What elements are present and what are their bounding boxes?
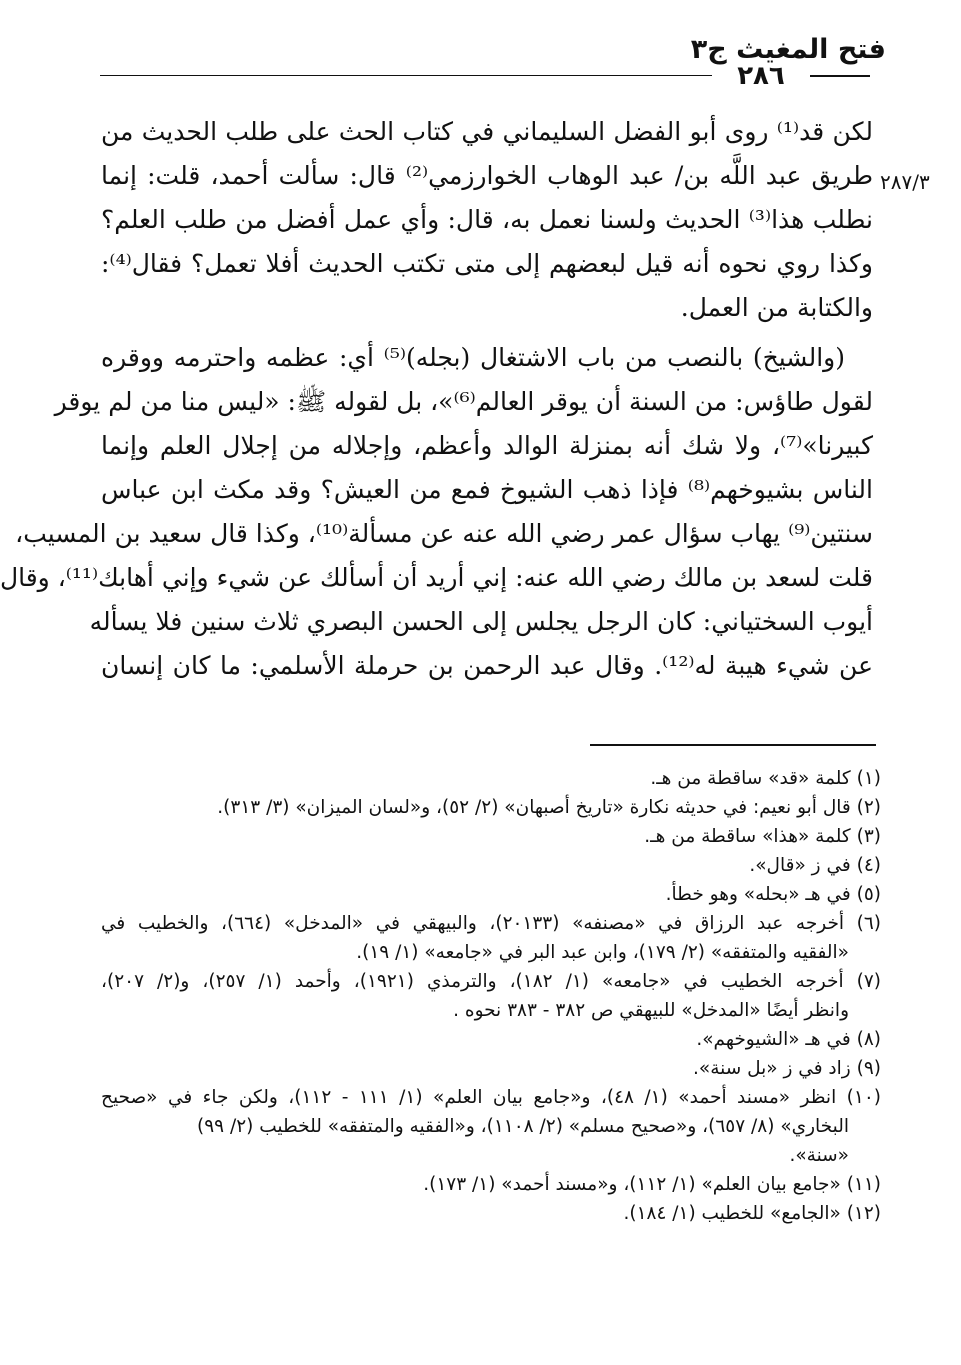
text-line: طريق عبد اللَّه بن/ عبد الوهاب الخوارزمي⁽²⁾ قال: سألت أحمد، قلت: إنما — [101, 161, 874, 190]
footnote-line: (١١) «جامع بيان العلم» (١/ ١١٢)، و«مسند أحمد» (١/ ١٧٣). — [423, 1174, 881, 1195]
footnote-line: (٢) قال أبو نعيم: في حديثه نكارة «تاريخ أصبهان» (٢/ ٥٢)، و«لسان الميزان» (٣/ ٣١٣). — [217, 797, 881, 818]
text-line: سنتين⁽⁹⁾ يهاب سؤال عمر رضي الله عنه عن مسألة⁽¹⁰⁾، وكذا قال سعيد بن المسيب، — [15, 519, 873, 548]
footnote-line: (٧) أخرجه الخطيب في «جامعه» (١/ ١٨٢)، والترمذي (١٩٢١)، وأحمد (١/ ٢٥٧)، و(٢/ ٢٠٧)، — [101, 971, 881, 992]
footnote-line: «الفقيه والمتفقه» (٢/ ١٧٩)، وابن عبد البر في «جامعه» (١/ ١٩). — [356, 942, 849, 963]
text-line: نطلب هذا⁽³⁾ الحديث ولسنا نعمل به، قال: وأي عمل أفضل من طلب العلم؟ — [101, 205, 873, 234]
text-line: (والشيخ) بالنصب من باب الاشتغال (بجله)⁽⁵⁾ أي: عظمه واحترمه ووقره — [101, 343, 845, 372]
running-title: فتح المغيث ج٣ — [690, 34, 886, 65]
footnote-line: (١٠) انظر «مسند أحمد» (١/ ٤٨)، و«جامع بيان العلم» (١/ ١١١ - ١١٢)، ولكن جاء في «صحيح — [101, 1087, 881, 1108]
footnote-line: (٨) في هـ «الشيوخهم». — [696, 1029, 881, 1050]
text-line: قلت لسعد بن مالك رضي الله عنه: إني أريد أن أسألك عن شيء وإني أهابك⁽¹¹⁾، وقال — [0, 563, 873, 592]
footnote-line: (٤) في ز «قال». — [749, 855, 881, 876]
page-number: ٢٨٦ — [737, 61, 785, 91]
footnote-line: (٣) كلمة «هذا» ساقطة من هـ. — [644, 826, 881, 847]
margin-reference: ٢٨٧/٣ — [880, 170, 930, 194]
text-line: عن شيء هيبة له⁽¹²⁾. وقال عبد الرحمن بن حرملة الأسلمي: ما كان إنسان — [101, 651, 873, 680]
footnote-line: (٦) أخرجه عبد الرزاق في «مصنفه» (٢٠١٣٣)، والبيهقي في «المدخل» (٦٦٤)، والخطيب في — [101, 913, 882, 934]
main-text — [0, 110, 874, 688]
text-line: كبيرنا»⁽⁷⁾، ولا شك أنه بمنزلة الوالد وأعظم، وإجلاله من إجلال العلم وإنما — [101, 431, 873, 460]
footnote-separator — [590, 744, 876, 746]
header-rule-long — [100, 75, 712, 76]
text-line: لقول طاؤس: من السنة أن يوقر العالم⁽⁶⁾»، بل لقوله ﷺ: «ليس منا من لم يوقر — [54, 387, 873, 416]
text-line: أيوب السختياني: كان الرجل يجلس إلى الحسن البصري ثلاث سنين فلا يسأله — [89, 607, 873, 636]
footnote-line: البخاري» (٨/ ٦٥٧)، و«صحيح مسلم» (٢/ ١١٠٨)، و«الفقيه والمتفقه» للخطيب (٢/ ٩٩) — [196, 1116, 849, 1137]
text-line: والكتابة من العمل. — [680, 293, 873, 322]
header-rule-short — [810, 75, 870, 77]
footnote-line: (٩) زاد في ز «بل سنة». — [693, 1058, 881, 1079]
footnote-line: (١) كلمة «قد» ساقطة من هـ. — [650, 768, 881, 789]
footnotes — [101, 764, 881, 1228]
footnote-line: وانظر أيضًا «المدخل» للبيهقي ص ٣٨٢ - ٣٨٣ نحوه . — [453, 1000, 849, 1021]
footnote-line: «سنة». — [789, 1145, 849, 1166]
text-line: لكن قد⁽¹⁾ روى أبو الفضل السليماني في كتاب الحث على طلب الحديث من — [101, 117, 873, 146]
text-line: الناس بشيوخهم⁽⁸⁾ فإذا ذهب الشيوخ فمع من العيش؟ وقد مكث ابن عباس — [101, 475, 873, 504]
footnote-line: (١٢) «الجامع» للخطيب (١/ ١٨٤). — [623, 1203, 881, 1224]
text-line: وكذا روي نحوه أنه قيل لبعضهم إلى متى تكتب الحديث أفلا تعمل؟ فقال⁽⁴⁾: — [101, 249, 873, 278]
footnote-line: (٥) في هـ «بحله» وهو خطأ. — [665, 884, 881, 905]
